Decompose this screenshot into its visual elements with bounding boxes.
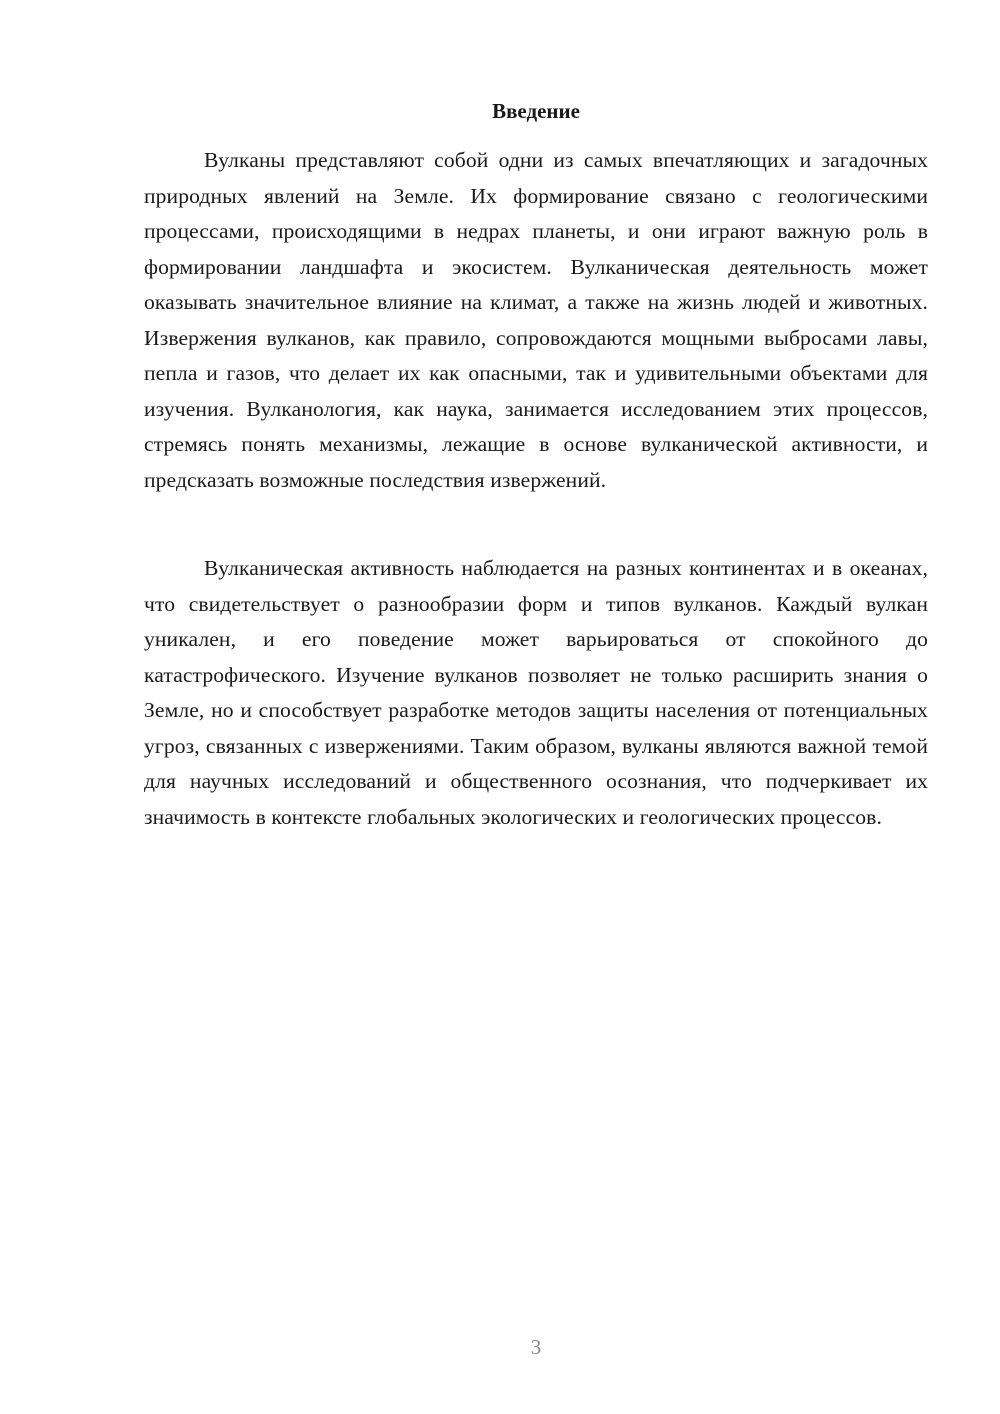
section-title: Введение	[492, 99, 580, 123]
paragraph-2: Вулканическая активность наблюдается на разных континентах и в океанах, что свидетельствует о разнообразии форм и типов вулканов. Каждый вулкан уникален, и его поведение может варьироваться от спокойного до катастрофического. Изучение вулканов позволяет не только расширить знания о Земле, но и способствует разработке методов защиты населения от потенциальных угроз, связанных с извержениями. Таким образом, вулканы являются важной темой для научных исследований и общественного осознания, что подчеркивает их значимость в контексте глобальных экологических и геологических процессов.	[144, 556, 928, 829]
paragraph-1: Вулканы представляют собой одни из самых впечатляющих и загадочных природных явлений на Земле. Их формирование связано с геологическими процессами, происходящими в недрах планеты, и они играют важную роль в формировании ландшафта и экосистем. Вулканическая деятельность может оказывать значительное влияние на климат, а также на жизнь людей и животных. Извержения вулканов, как правило, сопровождаются мощными выбросами лавы, пепла и газов, что делает их как опасными, так и удивительными объектами для изучения. Вулканология, как наука, занимается исследованием этих процессов, стремясь понять механизмы, лежащие в основе вулканической активности, и предсказать возможные последствия извержений.	[144, 148, 928, 492]
page-number: 3	[530, 1335, 542, 1359]
